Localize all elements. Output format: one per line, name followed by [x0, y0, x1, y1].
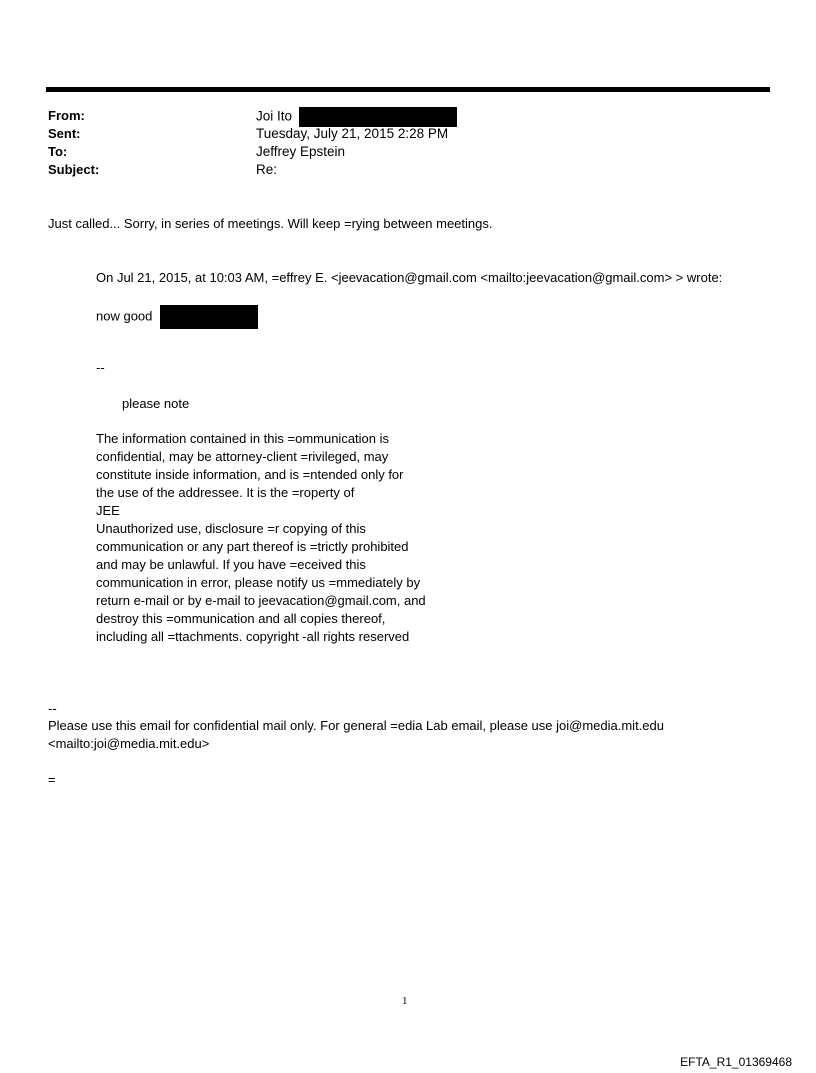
- header-rule: [46, 87, 770, 92]
- from-name: Joi Ito: [256, 108, 293, 124]
- disclaimer-line: constitute inside information, and is =ntended only for: [96, 467, 404, 482]
- quote-text: now good: [96, 308, 153, 324]
- please-note: please note: [122, 396, 190, 411]
- signature-line-1: Please use this email for confidential mail only. For general =edia Lab email, please use joi@media.mit.edu: [48, 718, 664, 733]
- disclaimer-line: Unauthorized use, disclosure =r copying of this: [96, 521, 366, 536]
- disclaimer-line: The information contained in this =ommunication is: [96, 431, 390, 446]
- signature-separator: --: [48, 701, 57, 716]
- page-number: 1: [402, 995, 408, 1007]
- reply-text: Just called... Sorry, in series of meetings. Will keep =rying between meetings.: [48, 216, 493, 231]
- from-value: [256, 107, 457, 127]
- quote-intro: On Jul 21, 2015, at 10:03 AM, =effrey E. <jeevacation@gmail.com <mailto:jeevacation@gmail.com> > wrote:: [96, 270, 723, 285]
- to-value: Jeffrey Epstein: [256, 144, 346, 159]
- disclaimer: [96, 430, 426, 646]
- disclaimer-line: destroy this =ommunication and all copies thereof,: [96, 611, 386, 626]
- redaction-box: [160, 305, 258, 329]
- quote-body: [96, 305, 258, 329]
- disclaimer-line: including all =ttachments. copyright -all rights reserved: [96, 629, 410, 644]
- subject-value: Re:: [256, 162, 278, 177]
- redaction-box: [299, 107, 457, 127]
- bates-number: EFTA_R1_01369468: [680, 1055, 792, 1069]
- disclaimer-line: JEE: [96, 503, 120, 518]
- disclaimer-line: return e-mail or by e-mail to jeevacation@gmail.com, and: [96, 593, 426, 608]
- disclaimer-line: and may be unlawful. If you have =eceived this: [96, 557, 366, 572]
- disclaimer-line: communication in error, please notify us =mmediately by: [96, 575, 421, 590]
- signature-line-2: <mailto:joi@media.mit.edu>: [48, 736, 210, 751]
- quote-separator: --: [96, 360, 105, 375]
- disclaimer-line: communication or any part thereof is =trictly prohibited: [96, 539, 409, 554]
- trailing-char: =: [48, 772, 56, 787]
- to-label: To:: [48, 144, 68, 159]
- sent-value: Tuesday, July 21, 2015 2:28 PM: [256, 126, 449, 141]
- subject-label: Subject:: [48, 162, 100, 177]
- sent-label: Sent:: [48, 126, 81, 141]
- from-label: From:: [48, 108, 85, 123]
- disclaimer-line: the use of the addressee. It is the =roperty of: [96, 485, 355, 500]
- disclaimer-line: confidential, may be attorney-client =rivileged, may: [96, 449, 389, 464]
